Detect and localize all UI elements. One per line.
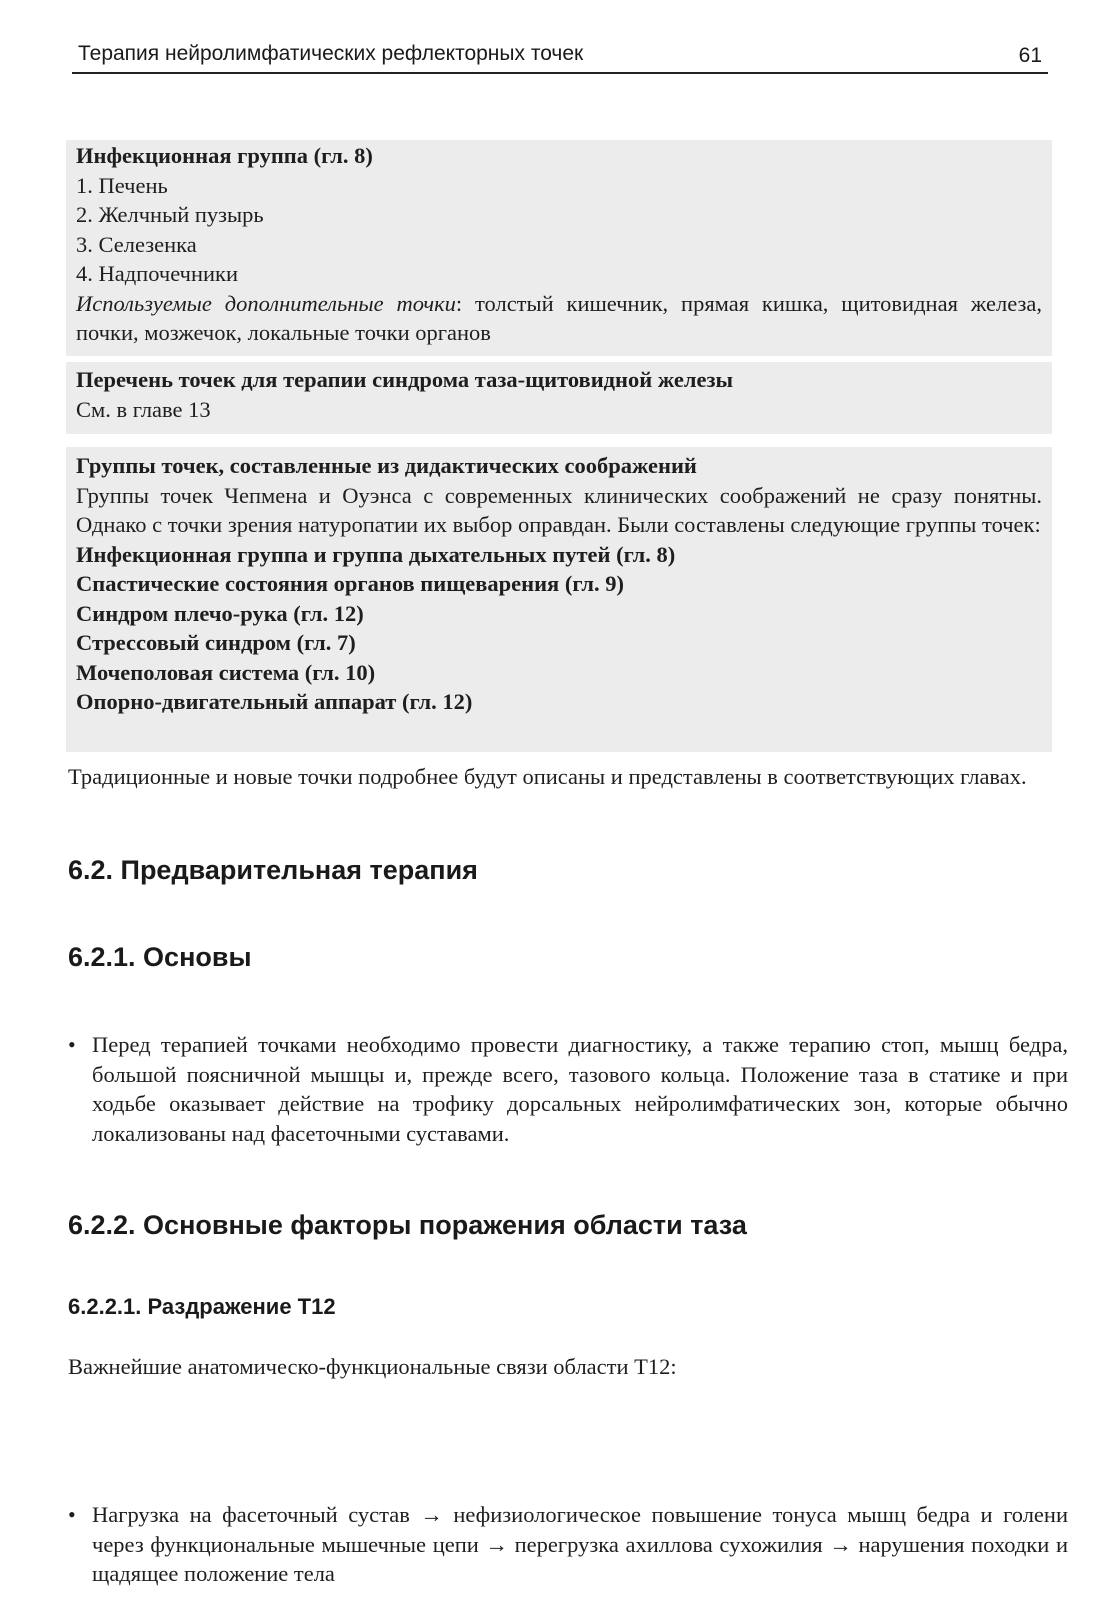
pelvis-thyroid-title: Перечень точек для терапии синдрома таза-щитовидной железы — [76, 367, 734, 392]
bullet-dot-icon: • — [68, 1502, 76, 1527]
intro-text: Важнейшие анатомическо-функциональные связи области T12: — [68, 1354, 677, 1379]
infection-group-title: Инфекционная группа (гл. 8) — [76, 143, 373, 168]
group-item: Мочеполовая система (гл. 10) — [76, 659, 376, 685]
group-item: Стрессовый синдром (гл. 7) — [76, 630, 356, 655]
didactic-groups-text: Группы точек Чепмена и Оуэнса с современных клинических соображений не сразу понятны. Однако с точки зрения натуропатии их выбор оправдан. Были составлены следующие группы точек: — [76, 482, 1042, 537]
list-item: 3. Селезенка — [76, 231, 197, 257]
bullet-dot-icon: • — [68, 1032, 76, 1057]
traditional-paragraph: Традиционные и новые точки подробнее будут описаны и представлены в соответствующих главах. — [68, 764, 1027, 789]
bullet-item — [68, 1500, 1068, 1589]
group-item: Синдром плечо-рука (гл. 12) — [76, 600, 364, 626]
section-heading-6-2: 6.2. Предварительная терапия — [68, 855, 478, 885]
bullet-item — [68, 1030, 1068, 1148]
bullet-text: Перед терапией точками необходимо провести диагностику, а также терапию стоп, мышц бедра, большой поясничной мышцы и, прежде всего, тазового кольца. Положение таза в статике и при ходьбе оказывает действие на трофику дорсальных нейролимфатических зон, которые обычно локализованы над фасеточными суставами. — [92, 1032, 1068, 1146]
infection-group-box — [66, 140, 1052, 356]
list-item: 2. Желчный пузырь — [76, 202, 264, 227]
list-item: 1. Печень — [76, 172, 168, 198]
running-header — [72, 38, 1048, 74]
group-item: Инфекционная группа и группа дыхательных путей (гл. 8) — [76, 541, 676, 567]
section-heading-6-2-1: 6.2.1. Основы — [68, 942, 252, 972]
extra-points-label: Используемые дополнительные точки — [76, 290, 456, 316]
list-item: 4. Надпочечники — [76, 261, 239, 286]
pelvis-thyroid-ref: См. в главе 13 — [76, 396, 211, 422]
page-number: 61 — [1018, 44, 1042, 67]
group-item: Опорно-двигательный аппарат (гл. 12) — [76, 689, 473, 714]
section-heading-6-2-2: 6.2.2. Основные факторы поражения области таза — [68, 1210, 747, 1240]
section-heading-6-2-2-1: 6.2.2.1. Раздражение T12 — [68, 1294, 336, 1319]
running-title: Терапия нейролимфатических рефлекторных точек — [78, 42, 584, 65]
extra-points-list: : толстый кишечник, прямая кишка, щитовидная железа, почки, мозжечок, локальные точки органов — [76, 290, 1042, 345]
extra-points-text — [76, 289, 1042, 348]
didactic-groups-title: Группы точек, составленные из дидактических соображений — [76, 453, 697, 478]
pelvis-thyroid-box — [66, 362, 1052, 434]
group-item: Спастические состояния органов пищеварения (гл. 9) — [76, 571, 625, 596]
didactic-groups-box — [66, 447, 1052, 752]
bullet-text: Нагрузка на фасеточный сустав → нефизиологическое повышение тонуса мышц бедра и голени через функциональные мышечные цепи → перегрузка ахиллова сухожилия → нарушения походки и щадящее положение тела — [92, 1502, 1068, 1586]
